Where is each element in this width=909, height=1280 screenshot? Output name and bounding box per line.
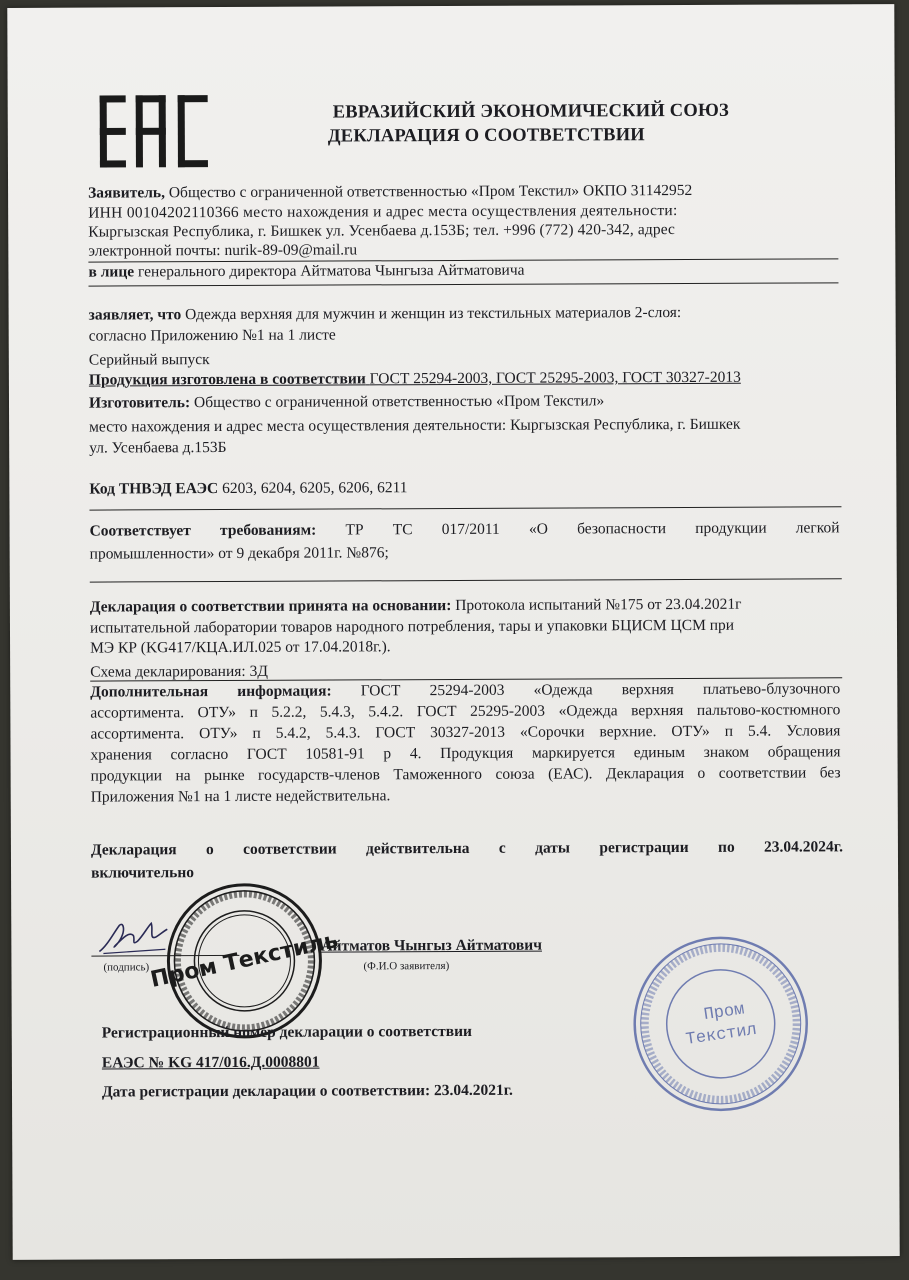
divider-representative xyxy=(88,282,838,286)
signatory-name: Айтматов Чынгыз Айтматович xyxy=(321,936,542,955)
divider-tnved xyxy=(89,506,841,510)
header-union: ЕВРАЗИЙСКИЙ ЭКОНОМИЧЕСКИЙ СОЮЗ xyxy=(332,100,729,123)
seal-blue-text-1: Пром xyxy=(702,1000,746,1026)
manufacturer-line-2: место нахождения и адрес места осуществления деятельности: Кыргызская Республика, г. Бишкек xyxy=(89,415,741,436)
basis-line-2: испытательной лаборатории товаров народного потребления, тары и упаковки БЦИСМ ЦСМ при xyxy=(89,616,735,637)
additional-line-5: продукции на рынке государств-членов Таможенного союза (ЕАС). Декларация о соответствии без xyxy=(90,764,841,785)
requirements-line-1: Соответствует требованиям: ТР ТС 017/2011 «О безопасности продукции легкой xyxy=(89,519,840,540)
declaration-scheme: Схема декларирования: 3Д xyxy=(90,662,268,681)
additional-line-3: ассортимента. ОТУ» п 5.4.2, 5.4.3. ГОСТ 30327-2013 «Сорочки верхние. ОТУ» п 5.4. Условия xyxy=(90,722,841,743)
company-seal-black xyxy=(148,883,341,1040)
basis-line-1: Декларация о соответствии принята на основании: Протокола испытаний №175 от 23.04.2021г xyxy=(89,595,742,616)
additional-line-4: хранения согласно ГОСТ 10581-91 р 4. Продукция маркируется единым знаком обращения xyxy=(90,743,841,764)
registration-number: ЕАЭС № KG 417/016.Д.0008801 xyxy=(101,1053,320,1072)
header-title: ДЕКЛАРАЦИЯ О СООТВЕТСТВИИ xyxy=(327,125,645,147)
additional-line-2: ассортимента. ОТУ» п 5.2.2, 5.4.3, 5.4.2. ГОСТ 25295-2003 «Одежда верхняя пальтово-костюмного xyxy=(90,701,841,722)
additional-line-1: Дополнительная информация: ГОСТ 25294-2003 «Одежда верхняя платьево-блузочного xyxy=(90,680,841,701)
registration-number-label: Регистрационный номер декларации о соответствии xyxy=(101,1022,472,1042)
seal-black-center-text: Пром Текстиль xyxy=(148,927,341,993)
additional-line-6: Приложения №1 на 1 листе недействительна. xyxy=(90,787,391,806)
declaration-sheet xyxy=(7,4,899,1260)
name-caption: (Ф.И.О заявителя) xyxy=(363,960,450,973)
company-seal-blue xyxy=(629,934,812,1113)
declares-line-1: заявляет, что Одежда верхняя для мужчин и женщин из текстильных материалов 2-слоя: xyxy=(88,304,682,324)
applicant-line-2: ИНН 00104202110366 место нахождения и адрес места осуществления деятельности: xyxy=(88,202,678,222)
tnved-codes: Код ТНВЭД ЕАЭС 6203, 6204, 6205, 6206, 6211 xyxy=(89,479,408,498)
manufacturer-line-1: Изготовитель: Общество с ограниченной ответственностью «Пром Текстил» xyxy=(88,392,605,412)
applicant-line-1: Заявитель, Общество с ограниченной ответственностью «Пром Текстил» ОКПО 31142952 xyxy=(88,181,693,202)
eac-logo xyxy=(100,95,212,167)
applicant-email: электронной почты: nurik-89-09@mail.ru xyxy=(88,241,358,260)
seal-blue-text-2: Текстил xyxy=(684,1020,759,1050)
requirements-line-2: промышленности» от 9 декабря 2011г. №876; xyxy=(89,544,389,563)
registration-date: Дата регистрации декларации о соответствии: 23.04.2021г. xyxy=(101,1081,513,1101)
applicant-label: Заявитель, xyxy=(88,184,166,202)
manufacturer-line-3: ул. Усенбаева д.153Б xyxy=(89,438,227,457)
handwritten-signature xyxy=(93,915,173,959)
production-standards: Продукция изготовлена в соответствии ГОСТ 25294-2003, ГОСТ 25295-2003, ГОСТ 30327-2013 xyxy=(88,368,741,389)
applicant-line-3: Кыргызская Республика, г. Бишкек ул. Усенбаева д.153Б; тел. +996 (772) 420-342, адрес xyxy=(88,221,676,241)
serial-release: Серийный выпуск xyxy=(88,351,210,369)
divider-requirements xyxy=(90,578,842,582)
basis-line-3: МЭ КР (KG417/КЦА.ИЛ.025 от 17.04.2018г.). xyxy=(90,638,391,657)
declares-line-2: согласно Приложению №1 на 1 листе xyxy=(88,326,336,345)
validity-line-2: включительно xyxy=(91,864,195,882)
applicant-representative: в лице генерального директора Айтматова Чынгыза Айтматовича xyxy=(88,261,525,281)
validity-line-1: Декларация о соответствии действительна с даты регистрации по 23.04.2024г. xyxy=(90,838,843,859)
signature-caption: (подпись) xyxy=(103,961,150,974)
